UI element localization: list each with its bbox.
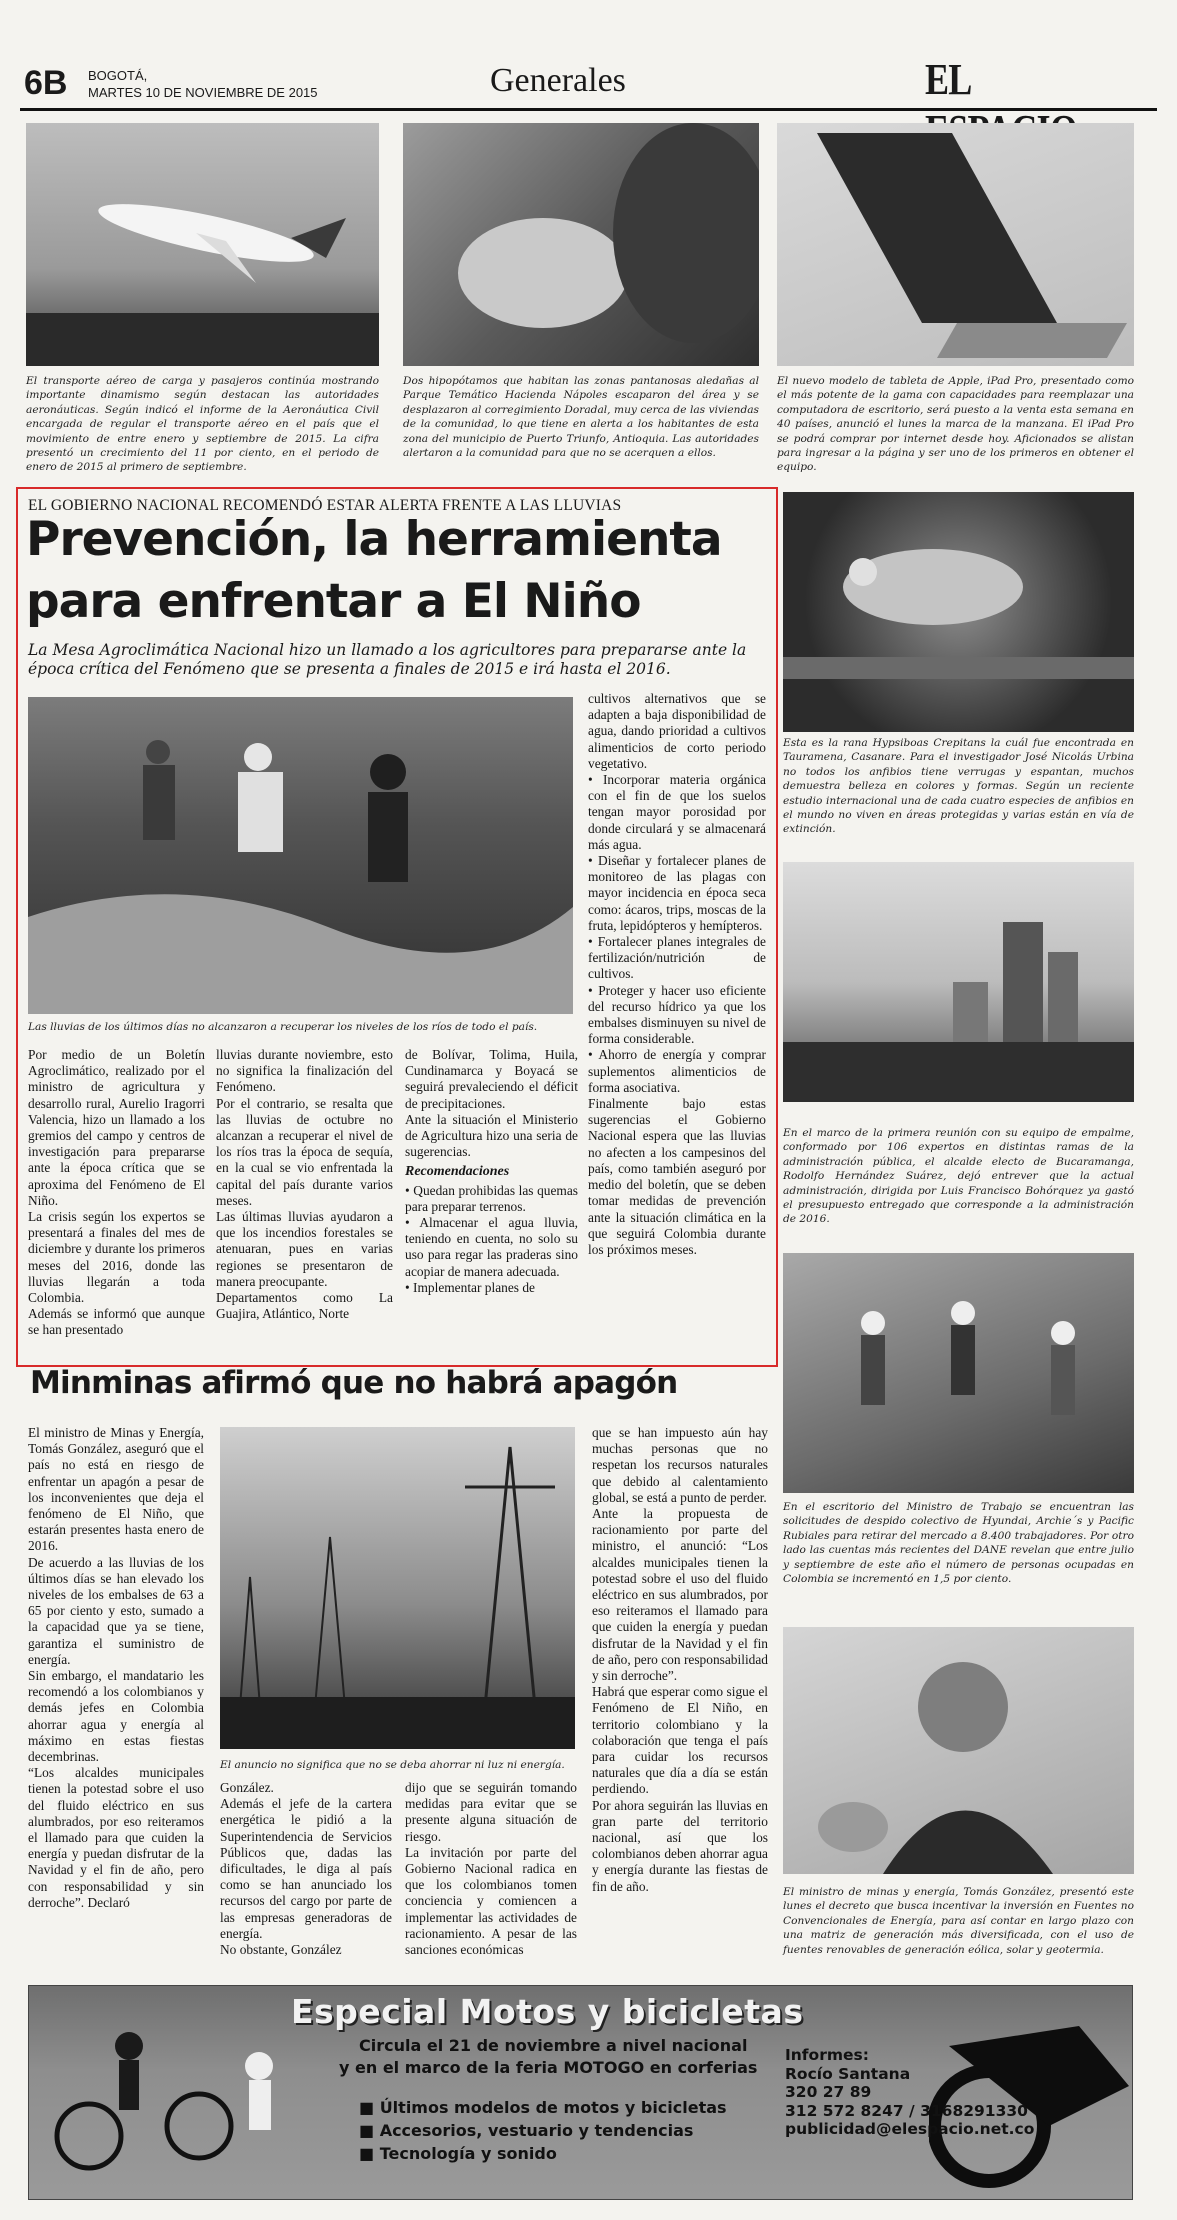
nino-col4-p6: • Ahorro de energía y comprar suplementos alimenticios de forma asociativa. — [588, 1047, 766, 1095]
page-header — [20, 40, 1157, 112]
caption-ipad: El nuevo modelo de tableta de Apple, iPad Pro, presentado como el más potente de la gama con capacidades para reemplazar una computadora de escritorio, será puesto a la venta esta semana en 40 países, anunció el lunes la marca de la manzana. El iPad Pro se podrá comprar por internet desde hoy. Aficionados se alistan para ingresar a la página y ser uno de los primeros en obtener el equipo. — [777, 375, 1134, 474]
ad-phone-1: 320 27 89 — [785, 2083, 872, 2101]
minminas-col4-p2: Ante la propuesta de racionamiento por parte del ministro, el anunció: “Los alcaldes municipales tienen la potestad sobre el uso del fluido eléctrico en sus alumbrados, por eso reiteramos el llamado para que cuiden la energía y puedan disfrutar de la Navidad y el fin de año, pero con responsabilidad y sin derroche”. — [592, 1506, 768, 1684]
photo-hippos — [403, 123, 759, 366]
nino-col4-p3: • Diseñar y fortalecer planes de monitoreo de las plagas con mayor incidencia en época seca como: ácaros, trips, moscas de la fruta, lepidópteros y hemípteros. — [588, 853, 766, 933]
minminas-col1-p1: El ministro de Minas y Energía, Tomás González, aseguró que el país no está en riesgo de enfrentar un apagón a pesar de los inconvenientes que deja el fenómeno de El Niño, que estarán presentes hasta enero de 2016. — [28, 1425, 204, 1554]
airplane-illustration — [26, 123, 379, 366]
hippo-illustration — [403, 123, 759, 366]
ad-line1: Circula el 21 de noviembre a nivel nacional — [359, 2036, 748, 2055]
photo-ipad — [777, 123, 1134, 366]
flood-workers-illustration — [28, 697, 573, 1014]
minminas-col1-p2: De acuerdo a las lluvias de los últimos días se han elevado los niveles de los embalses de 63 a 65 por ciento y esto, sumado a la capacidad que ya se tiene, garantiza el suministro de energía. — [28, 1554, 204, 1667]
nino-col2-p4: Departamentos como La Guajira, Atlántico, Norte — [216, 1290, 393, 1322]
ad-bullet-3: ■ Tecnología y sonido — [359, 2144, 557, 2163]
caption-frog: Esta es la rana Hypsiboas Crepitans la cuál fue encontrada en Tauramena, Casanare. Para el investigador José Nicolás Urbina no todos los anfibios tiene verrugas y espantan, muchos demuestra belleza en colores y formas. Según un reciente estudio internacional una de cada cuatro especies de anfibios en el mundo no viven en áreas protegidas y varias están en vía de extinción. — [783, 737, 1134, 836]
caption-bucaramanga: En el marco de la primera reunión con su equipo de empalme, conformado por 106 expertos en distintas ramas de la administración pública, el alcalde electo de Bucaramanga, Rodolfo Hernández Suárez, dejó entrever que la actual administración, dirigida por Luis Francisco Bohórquez ya gastó el presupuesto entregado que corresponde a la administración de 2016. — [783, 1127, 1134, 1226]
minminas-col3-p2: La invitación por parte del Gobierno Nacional radica en que los colombianos tomen conciencia y comiencen a implementar las actividades de racionamiento. A pesar de las sanciones económicas — [405, 1844, 577, 1958]
ad-banner — [28, 1985, 1133, 2200]
nino-col2-p2: Por el contrario, se resalta que las lluvias de octubre no alcanzan a recuperar el nivel de los ríos tras la época de sequía, en la cual se vio enfrentada la capital del país durante varios meses. — [216, 1095, 393, 1208]
frog-illustration — [783, 492, 1134, 732]
minminas-col-4 — [592, 1425, 768, 1895]
ad-contact — [785, 2046, 1034, 2139]
workers-illustration — [783, 1253, 1134, 1493]
minister-portrait-illustration — [783, 1627, 1134, 1874]
minminas-col2-p1: González. — [220, 1780, 274, 1795]
minminas-col2-p2: Además el jefe de la cartera energética le pidió a la Superintendencia de Servicios Públicos que, dadas las dificultades, le diga al país como se han anunciado los recursos del cargo por parte de las empresas generadoras de energía. — [220, 1796, 392, 1941]
minminas-col4-p1: que se han impuesto aún hay muchas personas que no respetan los recursos naturales que debido al calentamiento global, se está a punto de perder. — [592, 1425, 768, 1505]
caption-avianca: El transporte aéreo de carga y pasajeros continúa mostrando importante dinamismo según destacan las autoridades aeronáuticas. Según indicó el informe de la Aeronáutica Civil encargada de regular el transporte aéreo en el país que el movimiento de entre enero y septiembre de 2015. La cifra presentó un crecimiento del 11 por ciento, en el periodo de enero de 2015 al primero de septiembre. — [26, 375, 379, 474]
ad-bullet-2: ■ Accesorios, vestuario y tendencias — [359, 2121, 694, 2140]
recomendaciones-subhead: Recomendaciones — [405, 1164, 510, 1180]
ad-contact-label: Informes: — [785, 2046, 869, 2064]
nino-col-3 — [405, 1047, 578, 1296]
ad-line2: y en el marco de la feria MOTOGO en corferias — [339, 2058, 758, 2077]
minminas-col2-p3: No obstante, González — [220, 1942, 342, 1958]
caption-workers: En el escritorio del Ministro de Trabajo se encuentran las solicitudes de despido colectivo de Hyundai, Archie´s y Pacific Rubiales para retirar del mercado a 8.400 trabajadores. Por otro lado las cuentas más recientes del DANE revelan que entre julio y septiembre de este año el número de personas ocupadas en Colombia se incrementó en 1,5 por ciento. — [783, 1501, 1134, 1586]
ad-email: publicidad@elespacio.net.co — [785, 2120, 1035, 2138]
minminas-col-1 — [28, 1425, 204, 1911]
minminas-col-2 — [220, 1780, 392, 1958]
header-date: MARTES 10 DE NOVIEMBRE DE 2015 — [88, 85, 318, 100]
minminas-headline: Minminas afirmó que no habrá apagón — [30, 1365, 678, 1401]
nino-headline-line1: Prevención, la herramienta — [26, 512, 722, 567]
nino-col-1 — [28, 1047, 205, 1339]
ad-contact-name: Rocío Santana — [785, 2064, 911, 2083]
ad-phone-2: 312 572 8247 / 3168291330 — [785, 2101, 1028, 2120]
nino-col2-p1: lluvias durante noviembre, esto no significa la finalización del Fenómeno. — [216, 1047, 393, 1095]
caption-hippos: Dos hipopótamos que habitan las zonas pantanosas aledañas al Parque Temático Hacienda Nápoles escaparon del área y se desplazaron al corregimiento Doradal, muy cerca de las viviendas de la comunidad, lo que tiene en alerta a los habitantes de esta zona del municipio de Puerto Triunfo, Antioquia. Las autoridades alertaron a la comunidad para que no se acerquen a ellos. — [403, 375, 759, 460]
nino-col3-b1: • Quedan prohibidas las quemas para preparar terrenos. — [405, 1182, 578, 1214]
nino-col2-p3: Las últimas lluvias ayudaron a que los incendios forestales se atenuaran, pues en varias regiones se presentaron de manera preocupante. — [216, 1209, 393, 1289]
caption-power-towers: El anuncio no significa que no se deba ahorrar ni luz ni energía. — [220, 1759, 565, 1771]
nino-col1-p1: Por medio de un Boletín Agroclimático, realizado por el ministro de agricultura y desarrollo rural, Aurelio Iragorri Valencia, hizo un llamado a los gremios del campo y centros de investigación para prepararse ante la época crítica que se aproxima del Fenómeno de El Niño. — [28, 1047, 205, 1208]
photo-power-towers — [220, 1427, 575, 1749]
nino-col4-p5: • Proteger y hacer uso eficiente del recurso hídrico ya que los embalses disminuyen su nivel de forma considerable. — [588, 982, 766, 1047]
nino-col1-p2: La crisis según los expertos se presentará a finales del mes de diciembre y durante los primeros meses del 2016, donde las lluvias llegarán a toda Colombia. — [28, 1209, 206, 1306]
section-title: Generales — [490, 62, 626, 99]
minminas-col4-p4: Por ahora seguirán las lluvias en gran parte del territorio nacional, así que los colombianos deben ahorrar agua y energía durante las fiestas de fin de año. — [592, 1797, 768, 1894]
nino-col1-p3: Además se informó que aunque se han presentado — [28, 1306, 205, 1338]
ad-bullet-1: ■ Últimos modelos de motos y bicicletas — [359, 2098, 727, 2117]
city-skyline-illustration — [783, 862, 1134, 1102]
nino-col3-p1: de Bolívar, Tolima, Huila, Cundinamarca y Boyacá se seguirá prevaleciendo el déficit de precipitaciones. — [405, 1047, 578, 1111]
minminas-col1-p3: Sin embargo, el mandatario les recomendó a los colombianos y demás jefes en Colombia ahorrar agua y energía al máximo en estas fiestas decembrinas. — [28, 1668, 204, 1765]
photo-flood-workers — [28, 697, 573, 1014]
photo-minister — [783, 1627, 1134, 1874]
header-city: BOGOTÁ, — [88, 68, 148, 83]
nino-kicker: EL GOBIERNO NACIONAL RECOMENDÓ ESTAR ALERTA FRENTE A LAS LLUVIAS — [28, 497, 622, 514]
nino-col-2 — [216, 1047, 393, 1322]
nino-deck: La Mesa Agroclimática Nacional hizo un llamado a los agricultores para prepararse ante la época crítica del Fenómeno que se presenta a finales de 2015 e irá hasta el 2016. — [28, 641, 747, 678]
nino-col4-p2: • Incorporar materia orgánica con el fin de que los suelos tengan mayor porosidad por donde circulará y se almacenará más agua. — [588, 772, 766, 852]
power-tower-illustration — [220, 1427, 575, 1749]
nino-col3-p2: Ante la situación el Ministerio de Agricultura hizo una seria de sugerencias. — [405, 1111, 578, 1160]
nino-col4-p7: Finalmente bajo estas sugerencias el Gobierno Nacional espera que las lluvias no afecten a los campesinos del país, como también aseguró por medio del boletín, que se deben tomar medidas de prevención ante la situación climática en la que seguirá Colombia durante los próximos meses. — [588, 1096, 766, 1257]
masthead-logo: EL — [925, 55, 970, 104]
minminas-col-3 — [405, 1780, 577, 1958]
minminas-col4-p3: Habrá que esperar como sigue el Fenómeno de El Niño, en territorio colombiano y la colaboración que tenga el país para cuidar los recursos naturales que día a día se están perdiendo. — [592, 1684, 768, 1797]
ad-bullet-list — [359, 2096, 727, 2165]
nino-col3-b2: • Almacenar el agua lluvia, teniendo en cuenta, no solo su uso para regar las praderas sino acopiar de manera adecuada. — [405, 1215, 578, 1279]
nino-col3-b3: • Implementar planes de — [405, 1279, 535, 1295]
minminas-col1-p4: “Los alcaldes municipales tienen la potestad sobre el uso del fluido eléctrico en sus alumbrados, por eso reiteramos el llamado para que cuiden la energía y puedan disfrutar de la Navidad y el fin de año, pero con responsabilidad y sin derroche”. Declaró — [28, 1765, 204, 1910]
photo-avianca — [26, 123, 379, 366]
tablet-illustration — [777, 123, 1134, 366]
caption-minister: El ministro de minas y energía, Tomás González, presentó este lunes el decreto que busca incentivar la inversión en Fuentes no Convencionales de Energía, para así contar en largo plazo con una matriz de generación más diversificada, con el uso de fuentes renovables de generación eólica, solar y geotermia. — [783, 1886, 1134, 1956]
nino-col4-p1: cultivos alternativos que se adapten a baja disponibilidad de agua, dando prioridad a cultivos alimenticios de corto periodo vegetativo. — [588, 691, 766, 771]
nino-col4-p4: • Fortalecer planes integrales de fertilización/nutrición de cultivos. — [588, 934, 766, 982]
caption-flood: Las lluvias de los últimos días no alcanzaron a recuperar los niveles de los ríos de todo el país. — [28, 1021, 538, 1033]
photo-frog — [783, 492, 1134, 732]
header-rule — [20, 108, 1157, 111]
nino-headline-line2: para enfrentar a El Niño — [26, 574, 641, 629]
photo-bucaramanga — [783, 862, 1134, 1102]
photo-workers — [783, 1253, 1134, 1493]
minminas-col3-p1: dijo que se seguirán tomando medidas para evitar que se presente alguna situación de riesgo. — [405, 1780, 577, 1844]
ad-title: Especial Motos y bicicletas — [291, 1992, 804, 2031]
page-number: 6B — [24, 64, 68, 102]
nino-col-4 — [588, 691, 766, 1258]
